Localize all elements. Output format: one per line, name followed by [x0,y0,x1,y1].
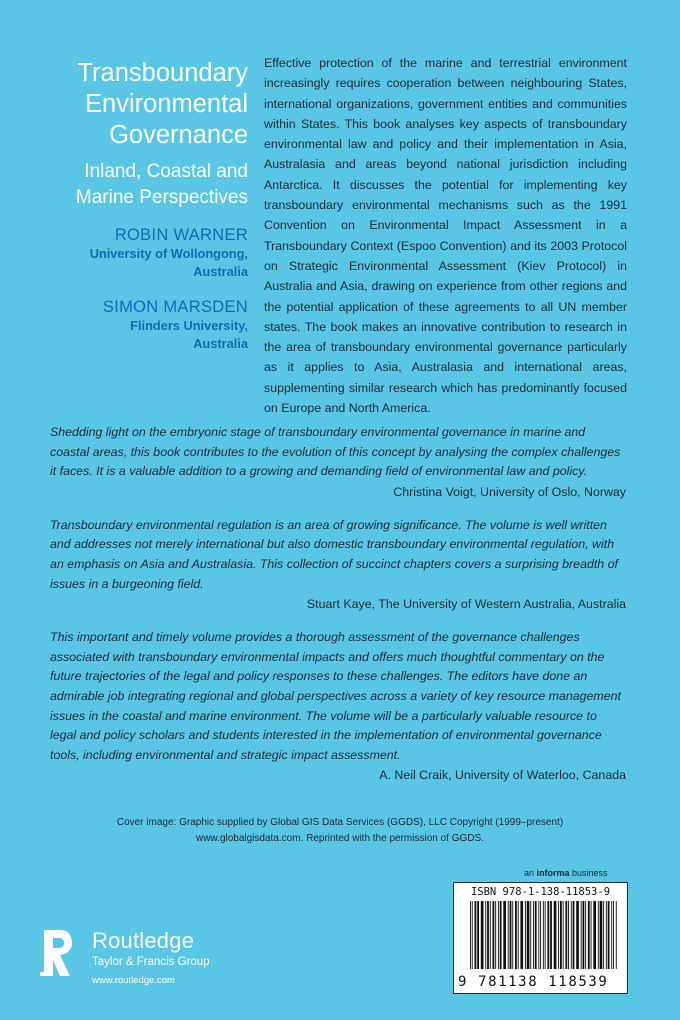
cover-image-credit [60,815,620,847]
barcode-bar [581,901,582,969]
publisher-name: Routledge [92,928,195,953]
barcode-bar [603,901,604,969]
barcode-bar [538,901,539,969]
affiliation-line: Flinders University, [130,318,248,333]
publisher-group: Taylor & Francis Group [92,956,210,968]
barcode-bar [611,901,612,969]
affiliation-line: Australia [193,336,248,351]
endorsement [50,628,626,785]
routledge-r-icon [40,928,74,978]
endorsement-text: Shedding light on the embryonic stage of transboundary environmental governance in marine and coastal areas, this book contributes to the evolution of this concept by analysing the complex challenges it faces. It is a valuable addition to a growing and demanding field of environmental law and policy. [50,425,621,479]
barcode-bar [571,901,572,969]
barcode-bar [598,901,599,969]
title-line: Environmental [85,90,248,118]
author-affiliation [20,245,248,281]
barcode-bar [493,901,495,969]
barcode-bar [525,901,526,969]
author-affiliation [20,317,248,353]
informa-suffix: business [569,868,608,878]
endorsement-text: Transboundary environmental regulation is an area of growing significance. The volume is well written and addresses not merely international but also domestic transboundary environmental regulation, with an emphasis on Asia and Australasia. This collection of succinct chapters covers a surprising breadth of issues in a burgeoning field. [50,517,618,591]
title-block [20,58,248,353]
barcode-bar [510,901,512,969]
title-line: Transboundary [77,59,248,87]
barcode-bar [591,901,592,969]
barcode-bar [535,901,537,969]
barcode-bar [475,901,477,969]
barcode-digits: 9 781138 118539 [458,974,609,990]
barcode-bar [470,901,471,969]
barcode-bar [554,901,557,969]
barcode-bar [527,901,530,969]
barcode-bar [498,901,499,969]
informa-brand: informa [536,868,570,878]
barcode-bar [520,901,523,969]
barcode-bar [606,901,607,969]
author-block [20,225,248,281]
barcode-bar [515,901,517,969]
barcode-bar [608,901,610,969]
barcode-bar [508,901,509,969]
barcode-bar [593,901,596,969]
barcode-bar [576,901,579,969]
barcode-bar [583,901,585,969]
barcode-bar [540,901,541,969]
barcode-bar [550,901,552,969]
book-subtitle [20,159,248,211]
barcode-bar [485,901,486,969]
endorsement-attribution: A. Neil Craik, University of Waterloo, Canada [379,768,626,783]
publisher-url: www.routledge.com [92,975,175,986]
endorsement [50,423,626,502]
barcode-bar [573,901,575,969]
barcode-bar [563,901,564,969]
endorsement-attribution: Christina Voigt, University of Oslo, Norway [393,484,626,499]
barcode-bar [568,901,569,969]
title-line: Governance [109,121,248,149]
barcode-bar [487,901,489,969]
barcode-bar [533,901,534,969]
book-title [20,58,248,151]
barcode-bar [481,901,484,969]
barcode-bar [518,901,519,969]
subtitle-line: Inland, Coastal and [84,161,248,182]
endorsements [50,423,626,799]
affiliation-line: University of Wollongong, [89,246,248,261]
informa-prefix: an [524,868,537,878]
barcode-bar [477,901,479,969]
barcode-bar [613,901,614,969]
barcode-bar [565,901,567,969]
endorsement-text: This important and timely volume provides a thorough assessment of the governance challenges associated with transboundary environmental impacts and offers much thoughtful commentary on the future trajectories of the legal and policy responses to these challenges. The editors have done an admirable job integrating regional and global perspectives across a variety of key resource management issues in the coastal and marine environment. The volume will be a particularly valuable resource to legal and policy scholars and students interested in the implementation of environmental governance tools, including environmental and strategic impact assessment. [50,630,621,762]
barcode-bars [468,901,618,969]
barcode-bar [616,901,617,969]
barcode-bar [600,901,603,969]
barcode-bar [545,901,546,969]
informa-business-tag [524,868,608,878]
barcode-bar [512,901,513,969]
endorsement-attribution: Stuart Kaye, The University of Western Australia, Australia [306,597,626,612]
barcode-bar [547,901,549,969]
barcode-bar [585,901,586,969]
barcode-bar [495,901,496,969]
barcode-bar [588,901,590,969]
barcode-bar [500,901,502,969]
barcode-bar [560,901,562,969]
endorsement [50,516,626,614]
barcode-bar [530,901,531,969]
credit-line: www.globalgisdata.com. Reprinted with the permission of GGDS. [196,833,484,844]
barcode-bar [490,901,491,969]
barcode-bar [472,901,473,969]
barcode-bar [543,901,544,969]
author-block [20,297,248,353]
barcode-bar [558,901,559,969]
affiliation-line: Australia [193,264,248,279]
book-blurb: Effective protection of the marine and terrestrial environment increasingly requires cooperation between neighbouring States, international organizations, government entities and communities within States. This book analyses key aspects of transboundary environmental law and policy and their implementation in Asia, Australasia and areas beyond national jurisdiction including Antarctica. It discusses the potential for implementing key transboundary environmental mechanisms such as the 1991 Convention on Environmental Impact Assessment in a Transboundary Context (Espoo Convention) and its 2003 Protocol on Strategic Environmental Assessment (Kiev Protocol) in Australia and Asia, drawing on experience from other regions and the potential application of these agreements to all UN member states. The book makes an innovative contribution to research in the area of transboundary environmental governance particularly as it applies to Asia, Australasia and international areas, supplementing similar research which has predominantly focused on Europe and North America. [264,56,627,416]
isbn-label: ISBN 978-1-138-11853-9 [470,886,611,898]
isbn-barcode [453,882,628,994]
barcode-bar [503,901,506,969]
subtitle-line: Marine Perspectives [75,187,248,208]
publisher-logo [40,928,230,992]
credit-line: Cover image: Graphic supplied by Global GIS Data Services (GGDS), LLC Copyright (1999–present) [116,817,564,828]
author-name: ROBIN WARNER [114,226,248,244]
author-name: SIMON MARSDEN [102,298,248,316]
